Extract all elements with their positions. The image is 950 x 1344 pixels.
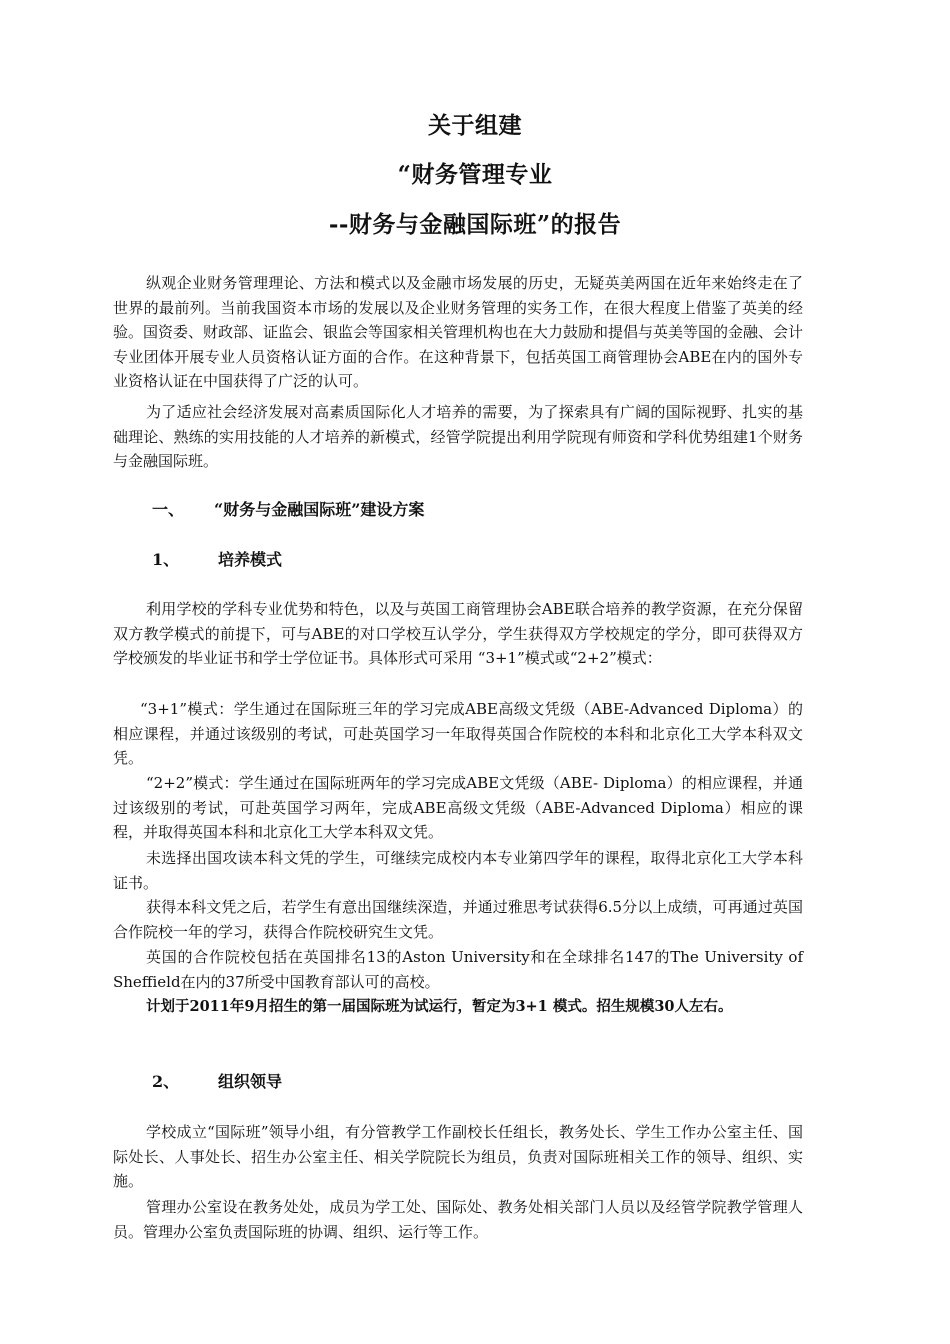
mode-2-plus-2-paragraph: “2+2”模式：学生通过在国际班两年的学习完成ABE文凭级（ABE- Diploma）的相应课程，并通过该级别的考试，可赴英国学习两年，完成ABE高级文凭级（ABE-Advanced Diploma）相应的课程，并取得英国本科和北京化工大学本科双文凭。: [113, 774, 803, 841]
training-mode-paragraph: 利用学校的学科专业优势和特色，以及与英国工商管理协会ABE联合培养的教学资源，在充分保留双方教学模式的前提下，可与ABE的对口学校互认学分，学生获得双方学校规定的学分，即可获得双方学校颁发的毕业证书和学士学位证书。具体形式可采用 “3+1”模式或“2+2”模式：: [113, 600, 803, 667]
subsection-2-heading: [152, 1070, 282, 1094]
title-line-1: 关于组建: [428, 112, 522, 139]
mode-3-plus-1-paragraph: “3+1”模式：学生通过在国际班三年的学习完成ABE高级文凭级（ABE-Advanced Diploma）的相应课程，并通过该级别的考试，可赴英国学习一年取得英国合作院校的本科和北京化工大学本科双文凭。: [113, 700, 803, 767]
domestic-degree-paragraph: 未选择出国攻读本科文凭的学生，可继续完成校内本专业第四学年的课程，取得北京化工大学本科证书。: [113, 849, 803, 892]
subsection-2-number: 2、: [152, 1072, 180, 1091]
subsection-1-heading: [152, 548, 282, 572]
management-office-paragraph: 管理办公室设在教务处处，成员为学工处、国际处、教务处相关部门人员以及经管学院教学管理人员。管理办公室负责国际班的协调、组织、运行等工作。: [113, 1198, 803, 1241]
postgraduate-paragraph: 获得本科文凭之后，若学生有意出国继续深造，并通过雅思考试获得6.5分以上成绩，可再通过英国合作院校一年的学习，获得合作院校研究生文凭。: [113, 898, 803, 941]
section-1-heading: [152, 498, 424, 522]
section-1-number: 一、: [152, 500, 185, 519]
section-1-title: “财务与金融国际班”建设方案: [214, 500, 425, 519]
partner-schools-paragraph: 英国的合作院校包括在英国排名13的Aston University和在全球排名147的The University of Sheffield在内的37所受中国教育部认可的高校。: [113, 948, 803, 991]
enrollment-plan-paragraph: 计划于2011年9月招生的第一届国际班为试运行，暂定为3+1 模式。招生规模30人左右。: [146, 998, 733, 1015]
intro-paragraph-1: 纵观企业财务管理理论、方法和模式以及金融市场发展的历史，无疑英美两国在近年来始终走在了世界的最前列。当前我国资本市场的发展以及企业财务管理的实务工作，在很大程度上借鉴了英美的经验。国资委、财政部、证监会、银监会等国家相关管理机构也在大力鼓励和提倡与英美等国的金融、会计专业团体开展专业人员资格认证方面的合作。在这种背景下，包括英国工商管理协会ABE在内的国外专业资格认证在中国获得了广泛的认可。: [113, 274, 804, 390]
subsection-1-number: 1、: [152, 550, 180, 569]
leadership-paragraph: 学校成立“国际班”领导小组，有分管教学工作副校长任组长，教务处长、学生工作办公室主任、国际处长、人事处长、招生办公室主任、相关学院院长为组员，负责对国际班相关工作的领导、组织、实施。: [113, 1123, 803, 1190]
subsection-2-title: 组织领导: [218, 1072, 283, 1091]
title-line-2: “财务管理专业: [397, 161, 553, 188]
subsection-1-title: 培养模式: [218, 550, 283, 569]
intro-paragraph-2: 为了适应社会经济发展对高素质国际化人才培养的需要，为了探索具有广阔的国际视野、扎实的基础理论、熟练的实用技能的人才培养的新模式，经管学院提出利用学院现有师资和学科优势组建1个财务与金融国际班。: [113, 403, 803, 470]
title-line-3: --财务与金融国际班”的报告: [328, 211, 622, 238]
